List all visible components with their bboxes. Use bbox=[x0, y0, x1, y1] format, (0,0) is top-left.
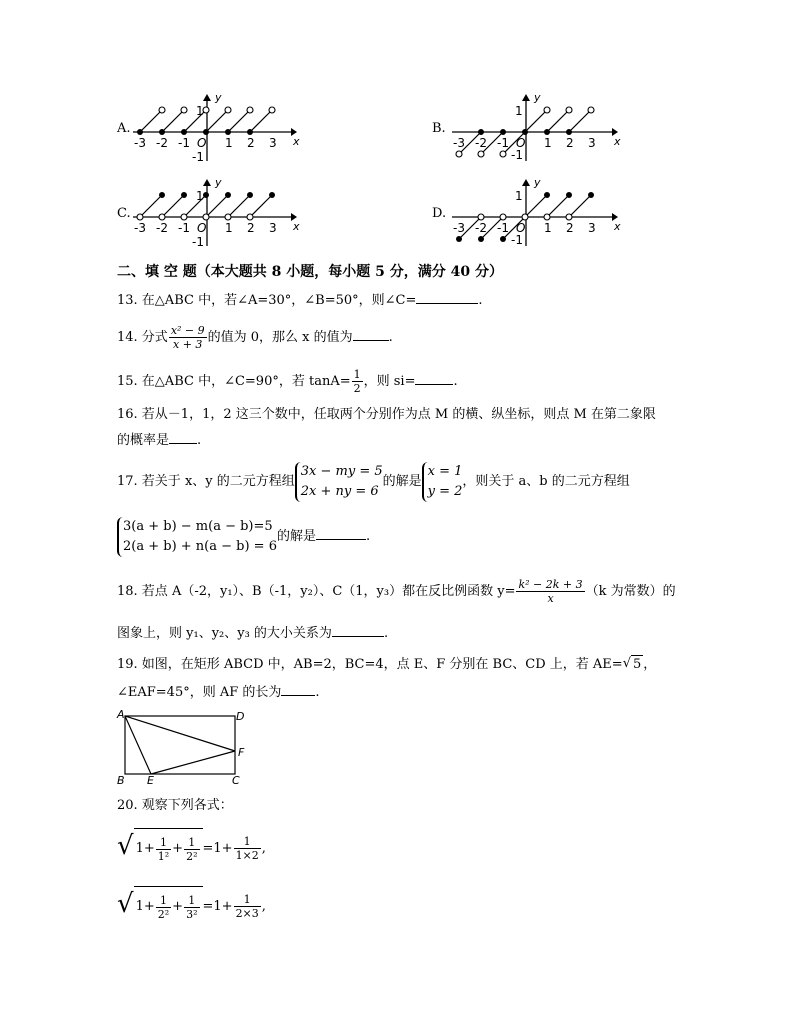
open-dot bbox=[181, 107, 187, 113]
graph-a-label: A. bbox=[117, 121, 131, 136]
tick-x: O bbox=[197, 136, 207, 150]
tick-y-top: 1 bbox=[196, 104, 204, 118]
graph-b-label: B. bbox=[432, 121, 446, 136]
svg-text:-1: -1 bbox=[511, 148, 523, 162]
question-20-title: 20. 观察下列各式： bbox=[117, 798, 233, 813]
section-title: 二、填 空 题（本大题共 8 小题，每小题 5 分，满分 40 分） bbox=[117, 264, 503, 280]
svg-text:-1: -1 bbox=[497, 221, 509, 235]
answer-blank[interactable] bbox=[169, 432, 197, 444]
svg-text:O: O bbox=[516, 221, 526, 235]
y-label: y bbox=[215, 91, 222, 104]
tick-x: 2 bbox=[247, 136, 255, 150]
solid-dot bbox=[181, 129, 187, 135]
label-d: D bbox=[236, 710, 245, 723]
question-17: 17. 若关于 x、y 的二元方程组 3x − my = 5 2x + ny = 6 的解是 x = 1 y = 2 ，则关于 a、b 的二元方程组 bbox=[117, 460, 630, 504]
svg-text:1: 1 bbox=[515, 189, 523, 203]
question-14: 14. 分式 $\frac{\text{x² − 9}}{x + 3}$ 的值为 0，那么 x 的值为 . bbox=[117, 324, 393, 351]
svg-text:y: y bbox=[534, 91, 541, 104]
svg-text:O: O bbox=[197, 221, 207, 235]
answer-blank[interactable] bbox=[281, 684, 315, 696]
equation-system: 3x − my = 5 2x + ny = 6 bbox=[295, 462, 383, 502]
svg-text:3: 3 bbox=[269, 221, 277, 235]
svg-text:-3: -3 bbox=[453, 221, 465, 235]
tick-x: -1 bbox=[178, 136, 190, 150]
solid-dot bbox=[203, 129, 209, 135]
tick-x: 3 bbox=[269, 136, 277, 150]
question-17b: 3(a + b) − m(a − b)=5 2(a + b) + n(a − b) = 6 的解是 . bbox=[117, 515, 370, 559]
tick-x: -3 bbox=[134, 136, 146, 150]
svg-text:y: y bbox=[215, 176, 222, 189]
fraction: $\frac{\text{x² − 9}}{x + 3}$ bbox=[170, 324, 205, 351]
solid-dot bbox=[159, 129, 165, 135]
label-c: C bbox=[232, 774, 240, 787]
sqrt: √ 1+ $\frac{1}{\text{1²}}$ + $\frac{1}{\text{2²}}$ bbox=[117, 828, 203, 869]
graph-b-plot bbox=[450, 93, 620, 163]
answer-blank[interactable] bbox=[353, 329, 389, 341]
open-dot bbox=[269, 107, 275, 113]
fraction: $\frac{1}{2}$ bbox=[353, 368, 361, 395]
label-a: A bbox=[117, 708, 125, 721]
svg-text:1: 1 bbox=[544, 136, 552, 150]
graph-d-plot bbox=[450, 178, 620, 248]
y-axis-arrow bbox=[203, 94, 211, 101]
solution-system: x = 1 y = 2 bbox=[422, 462, 463, 502]
svg-text:2: 2 bbox=[566, 136, 574, 150]
equation-1: √ 1+ $\frac{1}{\text{1²}}$ + $\frac{1}{\text{2²}}$ =1+ $\frac{1}{1\times 2}$ , bbox=[117, 828, 266, 869]
label-e: E bbox=[147, 774, 154, 787]
solid-dot bbox=[247, 129, 253, 135]
open-dot bbox=[225, 107, 231, 113]
question-18: 18. 若点 A（-2，y₁）、B（-1，y₂）、C（1，y₃）都在反比例函数 y= $\frac{\text{k² − 2k + 3}}{x}$ （k 为常数）的 bbox=[117, 578, 676, 605]
label-f: F bbox=[238, 746, 245, 759]
svg-text:2: 2 bbox=[247, 221, 255, 235]
answer-blank[interactable] bbox=[316, 528, 366, 540]
equation-2: √ 1+ $\frac{1}{\text{2²}}$ + $\frac{1}{\text{3²}}$ =1+ $\frac{1}{2\times 3}$ , bbox=[117, 886, 266, 927]
svg-text:2: 2 bbox=[566, 221, 574, 235]
svg-text:y: y bbox=[534, 176, 541, 189]
open-dot bbox=[203, 107, 209, 113]
graph-c-label: C. bbox=[117, 206, 131, 221]
svg-text:3: 3 bbox=[588, 221, 596, 235]
open-dot bbox=[247, 107, 253, 113]
graph-a-plot bbox=[131, 91, 300, 164]
svg-text:-1: -1 bbox=[511, 233, 523, 247]
svg-text:-2: -2 bbox=[156, 221, 168, 235]
svg-text:x: x bbox=[614, 220, 621, 233]
fraction: $\frac{1}{1\times 2}$ bbox=[235, 835, 259, 862]
svg-text:-1: -1 bbox=[192, 235, 204, 249]
x-label: x bbox=[293, 135, 300, 148]
sqrt: √ 5 bbox=[622, 656, 642, 672]
figure-rectangle-abcd bbox=[115, 706, 255, 788]
graph-d bbox=[432, 178, 622, 248]
answer-blank[interactable] bbox=[415, 373, 453, 385]
graph-a bbox=[117, 91, 300, 164]
sqrt: √ 1+ $\frac{1}{\text{2²}}$ + $\frac{1}{\text{3²}}$ bbox=[117, 886, 203, 927]
fraction: $\frac{1}{2\times 3}$ bbox=[235, 893, 259, 920]
question-19-line2: ∠EAF=45°，则 AF 的长为 . bbox=[117, 685, 320, 700]
svg-text:-1: -1 bbox=[178, 221, 190, 235]
svg-text:-3: -3 bbox=[453, 136, 465, 150]
graph-d-label: D. bbox=[432, 206, 447, 221]
open-dot bbox=[159, 107, 165, 113]
solid-dot bbox=[225, 129, 231, 135]
svg-text:-2: -2 bbox=[475, 136, 487, 150]
equation-system-ab: 3(a + b) − m(a − b)=5 2(a + b) + n(a − b) = 6 bbox=[117, 517, 277, 557]
svg-text:1: 1 bbox=[225, 221, 233, 235]
question-15: 15. 在△ABC 中，∠C=90°，若 tanA= $\frac{1}{2}$ ，则 si= . bbox=[117, 368, 458, 395]
answer-blank[interactable] bbox=[416, 292, 478, 304]
svg-text:-1: -1 bbox=[497, 136, 509, 150]
svg-text:1: 1 bbox=[544, 221, 552, 235]
fraction: $\frac{\text{k² − 2k + 3}}{x}$ bbox=[518, 578, 583, 605]
question-18-line2: 图象上，则 y₁、y₂、y₃ 的大小关系为 . bbox=[117, 626, 389, 641]
question-13: 13. 在△ABC 中，若∠A=30°，∠B=50°，则∠C= . bbox=[117, 293, 483, 308]
solid-dot bbox=[137, 129, 143, 135]
tick-x: -2 bbox=[156, 136, 168, 150]
label-b: B bbox=[117, 774, 125, 787]
tick-x: 1 bbox=[225, 136, 233, 150]
question-16-line1: 16. 若从－1，1，2 这三个数中，任取两个分别作为点 M 的横、纵坐标，则点 M 在第二象限 bbox=[117, 407, 656, 422]
question-19-line1: 19. 如图，在矩形 ABCD 中，AB=2，BC=4，点 E、F 分别在 BC、CD 上，若 AE=√ 5 ， bbox=[117, 656, 657, 672]
graph-b bbox=[432, 93, 622, 163]
svg-text:1: 1 bbox=[515, 104, 523, 118]
svg-text:x: x bbox=[614, 135, 621, 148]
graph-c bbox=[117, 176, 300, 249]
answer-blank[interactable] bbox=[332, 625, 384, 637]
svg-text:O: O bbox=[516, 136, 526, 150]
svg-text:-2: -2 bbox=[475, 221, 487, 235]
svg-text:1: 1 bbox=[196, 189, 204, 203]
question-16-line2: 的概率是 . bbox=[117, 433, 202, 448]
svg-text:x: x bbox=[293, 220, 300, 233]
svg-text:-3: -3 bbox=[134, 221, 146, 235]
graph-c-plot bbox=[131, 176, 300, 249]
svg-text:3: 3 bbox=[588, 136, 596, 150]
tick-y-bottom: -1 bbox=[192, 150, 204, 164]
